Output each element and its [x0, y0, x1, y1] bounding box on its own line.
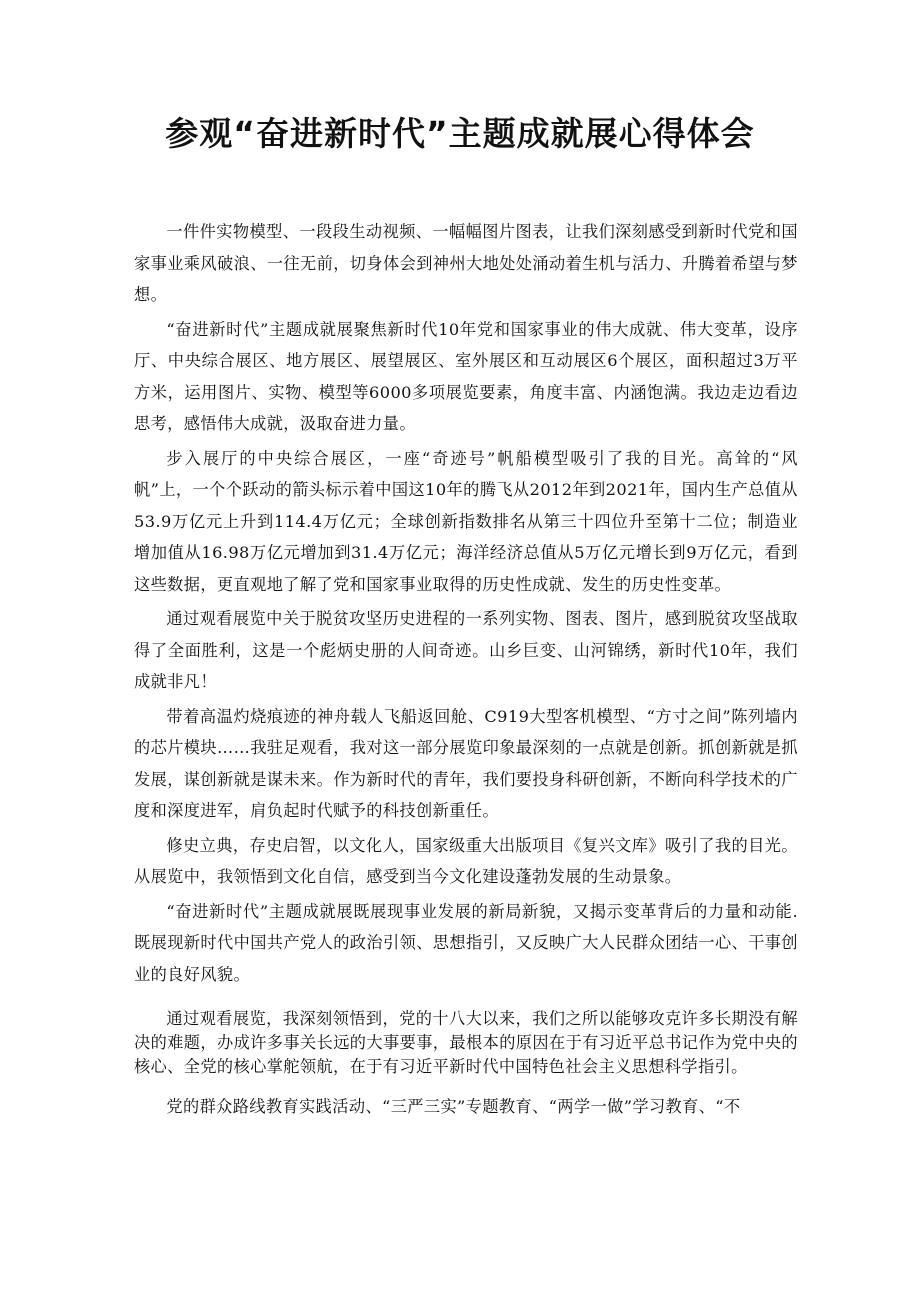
paragraph-8: 通过观看展览，我深刻领悟到，党的十八大以来，我们之所以能够攻克许多长期没有解决的难题，办成许多事关长远的大事要事，最根本的原因在于有习近平总书记作为党中央的核心、全党的核心掌舵领航，在于有习近平新时代中国特色社会主义思想科学指引。: [134, 1009, 798, 1076]
document-body: [134, 216, 798, 1123]
paragraph-4: 通过观看展览中关于脱贫攻坚历史进程的一系列实物、图表、图片，感到脱贫攻坚战取得了全面胜利，这是一个彪炳史册的人间奇迹。山乡巨变、山河锦绣，新时代10年，我们成就非凡！: [134, 609, 798, 691]
paragraph-7: “奋进新时代”主题成就展既展现事业发展的新局新貌，又揭示变革背后的力量和动能.既展现新时代中国共产党人的政治引领、思想指引，又反映广大人民群众团结一心、干事创业的良好风貌。: [134, 901, 798, 984]
paragraph-2: “奋进新时代”主题成就展聚焦新时代10年党和国家事业的伟大成就、伟大变革，设序厅、中央综合展区、地方展区、展望展区、室外展区和互动展区6个展区，面积超过3万平方米，运用图片、实物、模型等6000多项展览要素，角度丰富、内涵饱满。我边走边看边思考，感悟伟大成就，汲取奋进力量。: [134, 319, 798, 433]
document-title: 参观“奋进新时代”主题成就展心得体会: [165, 114, 755, 154]
paragraph-5: 带着高温灼烧痕迹的神舟载人飞船返回舱、C919大型客机模型、“方寸之间”陈列墙内的芯片模块……我驻足观看，我对这一部分展览印象最深刻的一点就是创新。抓创新就是抓发展，谋创新就是谋未来。作为新时代的青年，我们要投身科研创新，不断向科学技术的广度和深度进军，肩负起时代赋予的科技创新重任。: [134, 706, 798, 820]
paragraph-6: 修史立典，存史启智，以文化人，国家级重大出版项目《复兴文库》吸引了我的目光。从展览中，我领悟到文化自信，感受到当今文化建设蓬勃发展的生动景象。: [134, 835, 798, 886]
paragraph-3: 步入展厅的中央综合展区，一座“奇迹号”帆船模型吸引了我的目光。高耸的“风帆”上，一个个跃动的箭头标示着中国这10年的腾飞从2012年到2021年，国内生产总值从53.9万亿元上升到114.4万亿元；全球创新指数排名从第三十四位升至第十二位；制造业增加值从16.98万亿元增加到31.4万亿元；海洋经济总值从5万亿元增长到9万亿元，看到这些数据，更直观地了解了党和国家事业取得的历史性成就、发生的历史性变革。: [134, 448, 798, 594]
paragraph-1: 一件件实物模型、一段段生动视频、一幅幅图片图表，让我们深刻感受到新时代党和国家事业乘风破浪、一往无前，切身体会到神州大地处处涌动着生机与活力、升腾着希望与梦想。: [134, 222, 798, 304]
paragraph-9: 党的群众路线教育实践活动、“三严三实”专题教育、“两学一做”学习教育、“不: [166, 1097, 741, 1116]
